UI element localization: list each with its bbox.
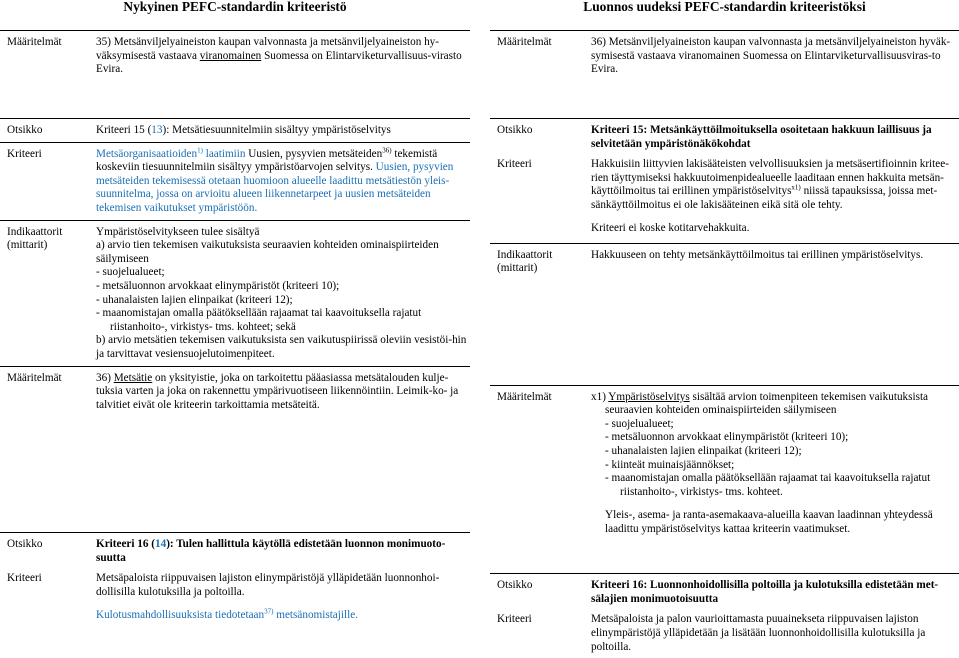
criterion-16-block (490, 573, 959, 658)
kriteeri-label: Kriteeri (497, 613, 532, 626)
list-item: - metsäluonnon arvokkaat elinympäristöt (kriteeri 10); (96, 279, 340, 292)
list-item: - suojelualueet; (96, 266, 165, 279)
otsikko-label: Otsikko (490, 574, 584, 611)
left-column-title: Nykyinen PEFC-standardin kriteeristö (123, 0, 347, 14)
list-item: - metsäluonnon arvokkaat elinympäristöt (kriteeri 10); (605, 431, 849, 444)
current-standard-column (0, 0, 470, 627)
criterion-16-title: Kriteeri 16 (14): Tulen hallittula käytöllä edistetään luonnon monimuoto-suutta (89, 533, 470, 570)
indicators-label: Indikaattorit (mittarit) (0, 220, 89, 366)
definitions-label: Määritelmät (490, 31, 584, 93)
ymparistoselvitys-link[interactable]: Ympäristöselvitys (608, 390, 690, 403)
otsikko-label: Otsikko (0, 119, 89, 143)
criterion-16-title: Kriteeri 16: Luonnonhoidollisilla poltoilla ja kulotuksilla edistetään met-sälajien monimuotoisuutta (584, 574, 959, 611)
definition-35-text: 35) Metsänviljelyaineiston kaupan valvonnasta ja metsänviljelyaineiston hy-väksymisestä vastaava viranomainen Suomessa on Elintarviketurvallisuus-virasto Evira. (89, 31, 470, 93)
criterion-15-indicators: Ympäristöselvitykseen tulee sisältyä a) arvio tien tekemisen vaikutuksista seuraavien kohteiden ominaispiirteiden säilymiseen - suojelualueet; - metsäluonnon arvokkaat elinympäristöt (kriteeri 10); - uhanalaisten lajien elinpaikat (kriteeri 12); - maanomistajan omalla päätöksellään rajaamat tai kaavoituksella rajatut riistanhoito-, virkistys- tms. kohteet; sekä b) arvio metsätien tekemisen vaikutuksista sen vaikutuspiirissä oleviin vesistöi-hin ja tarvittavat vesiensuojelutoimenpiteet. (89, 220, 470, 366)
right-column-title: Luonnos uudeksi PEFC-standardin kriteeristöksi (583, 0, 866, 14)
kriteeri-label: Kriteeri (497, 158, 532, 171)
list-item: - uhanalaisten lajien elinpaikat (kriteeri 12); (96, 293, 293, 306)
list-item: - suojelualueet; (605, 417, 674, 430)
criterion-15-block (490, 118, 959, 565)
authority-link[interactable]: viranomainen (199, 49, 262, 62)
metsatie-link[interactable]: Metsätie (113, 371, 153, 384)
criterion-15-indicators: Hakkuuseen on tehty metsänkäyttöilmoitus tai erillinen ympäristöselvitys. (584, 243, 959, 385)
otsikko-label: Otsikko (490, 119, 584, 156)
list-item: - maanomistajan omalla päätöksellään rajaamat tai kaavoituksella rajatut (96, 307, 422, 320)
definition-36-text: 36) Metsänviljelyaineiston kaupan valvonnasta ja metsänviljelyaineiston hyväk-symisestä vastaava viranomainen Suomessa on Elintarviketurvallisuusviras-to Evira. (584, 31, 959, 93)
criterion-16-block (0, 532, 470, 627)
definitions-label: Määritelmät (490, 385, 584, 565)
criterion-15-title: Kriteeri 15: Metsänkäyttöilmoituksella osoitetaan hakkuun laillisuus ja selvitetään ympäristönäkökohdat (584, 119, 959, 156)
definitions-label: Määritelmät (0, 366, 89, 438)
definitions-36-block (490, 30, 959, 92)
definitions-label: Määritelmät (0, 31, 89, 93)
criterion-16-body: Metsäpaloista ja palon vaurioittamasta puuainekseta riippuvaisen lajiston elinympäristöjä ylläpidetään ja lisätään luonnonhoidollisilla kulotuksilla ja poltoilla. (591, 613, 926, 653)
criterion-15-body: Metsäorganisaatioiden$^{1)}$ laatimiin Uusien, pysyvien metsäteiden$^{36)}$ tekemistä koskeviin tiesuunnitelmiin sisältyy ympäristöarvojen selvitys. Uusien, pysyvien metsäteiden tekemisessä otetaan huomioon alueelle laadittu metsätiestön yleis-suunnitelma, jossa on arvioitu alueen liikennetarpeet ja uusien metsäteiden tekemisen vaikutukset ympäristöön. (89, 142, 470, 220)
criterion-16-body: Metsäpaloista riippuvaisen lajiston elinympäristöjä ylläpidetään luonnonhoi-dollisilla kulotuksilla ja poltoilla. Kulotusmahdollisuuksista tiedotetaan$^{37)}$ metsänomistajille. (96, 572, 440, 622)
list-item: - uhanalaisten lajien elinpaikat (kriteeri 12); (605, 445, 802, 458)
definitions-35-block (0, 30, 470, 92)
list-item: - kiinteät muinaisjäännökset; (605, 458, 735, 471)
definition-36-text: 36) Metsätie on yksityistie, joka on tarkoitettu pääasiassa metsätalouden kulje-tuksia varten ja joka on rakennettu ympärivuotiseen liikennöintiin. Leimik-ko- ja talvitiet eivät ole kriteerin tarkoittamia metsäteitä. (89, 366, 470, 438)
kriteeri-label: Kriteeri (7, 572, 42, 585)
criterion-15-title: Kriteeri 15 (13): Metsätiesuunnitelmiin sisältyy ympäristöselvitys (89, 119, 470, 143)
list-item: - maanomistajan omalla päätöksellään rajaamat tai kaavoituksella rajatut (605, 472, 931, 485)
kriteeri-label: Kriteeri (0, 142, 89, 220)
criterion-15-block (0, 118, 470, 438)
definition-x1-text: x1) Ympäristöselvitys sisältää arvion toimenpiteen tekemisen vaikutuksista seuraavien kohteiden ominaispiirteiden säilymiseen - suojelualueet; - metsäluonnon arvokkaat elinympäristöt (kriteeri 10); - uhanalaisten lajien elinpaikat (kriteeri 12); - kiinteät muinaisjäännökset; - maanomistajan omalla päätöksellään rajaamat tai kaavoituksella rajatut riistanhoito-, virkistys- tms. kohteet. Yleis-, asema- ja ranta-asemakaava-alueilla kaavan laadinnan yhteydessä laadittu ympäristöselvitys kattaa kriteerin vaatimukset. (584, 385, 959, 565)
draft-standard-column (490, 0, 959, 658)
indicators-label: Indikaattorit (mittarit) (490, 243, 584, 385)
criterion-15-body: Hakkuisiin liittyvien lakisääteisten velvollisuuksien ja metsäsertifioinnin kritee-rien täyttymiseksi hakkuutoimenpidealueelle laaditaan ennen hakkuita metsän-käyttöilmoitus tai erillinen ympäristöselvitys$^{x1)}$ niissä tapauksissa, joissa met-sänkäyttöilmoitus ei ole lakisääteinen eikä sitä ole tehty. Kriteeri ei koske kotitarvehakkuita. (591, 158, 949, 234)
otsikko-label: Otsikko (0, 533, 89, 570)
